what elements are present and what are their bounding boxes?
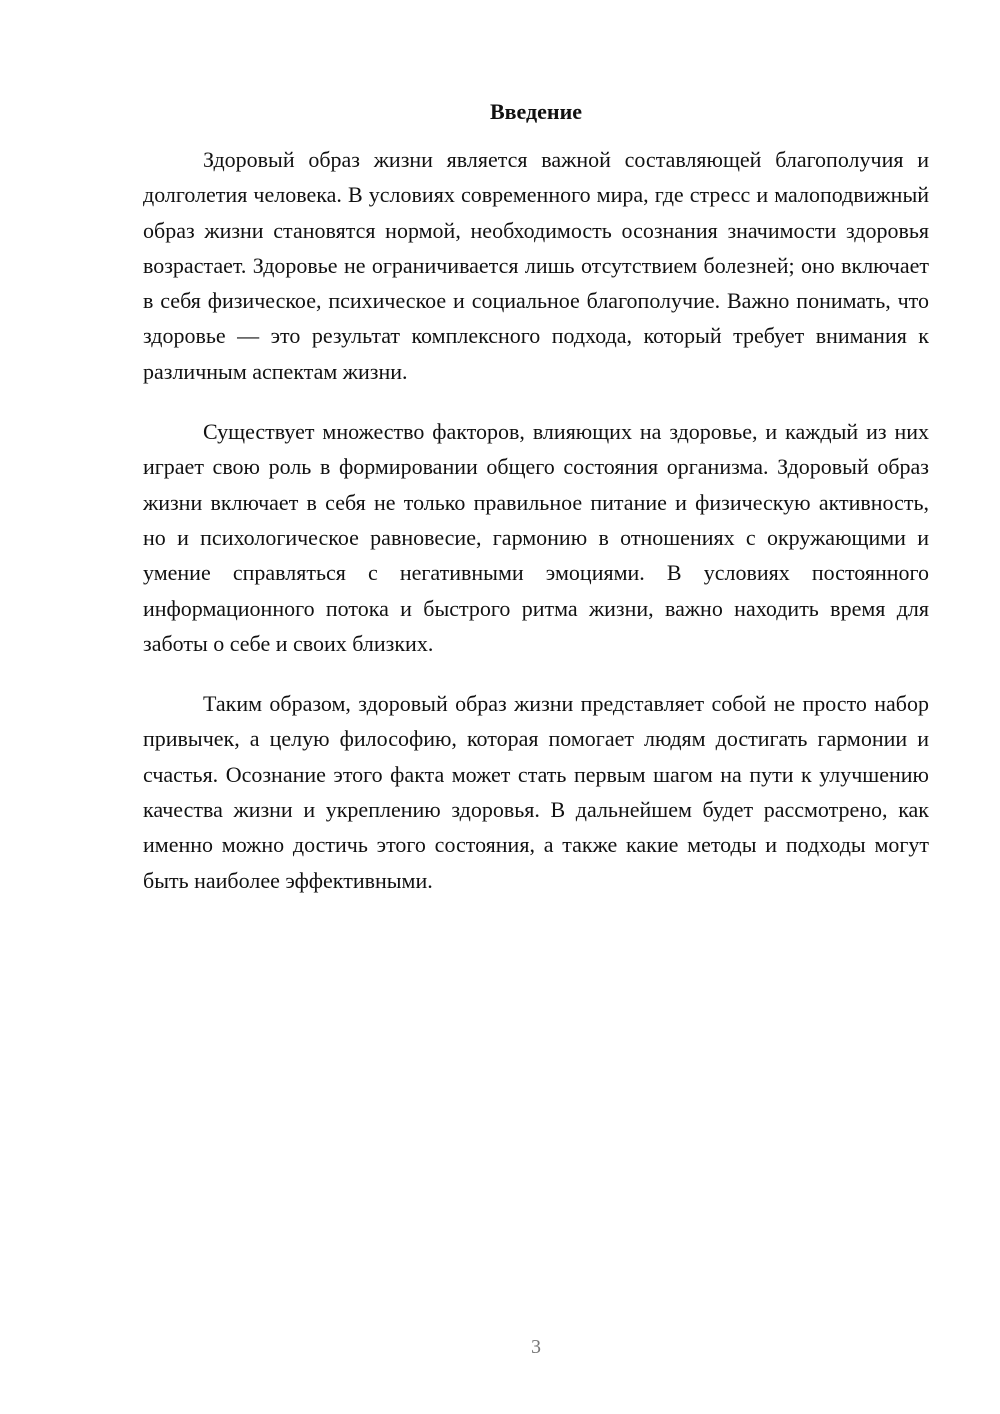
body-text — [143, 142, 929, 923]
paragraph-2: Существует множество факторов, влияющих на здоровье, и каждый из них играет свою роль в формировании общего состояния организма. Здоровый образ жизни включает в себя не только правильное питание и физическую активность, но и психологическое равновесие, гармонию в отношениях с окружающими и умение справляться с негативными эмоциями. В условиях постоянного информационного потока и быстрого ритма жизни, важно находить время для заботы о себе и своих близких. — [143, 419, 929, 656]
paragraph-3: Таким образом, здоровый образ жизни представляет собой не просто набор привычек, а целую философию, которая помогает людям достигать гармонии и счастья. Осознание этого факта может стать первым шагом на пути к улучшению качества жизни и укреплению здоровья. В дальнейшем будет рассмотрено, как именно можно достичь этого состояния, а также какие методы и подходы могут быть наиболее эффективными. — [143, 691, 929, 893]
page-number: 3 — [531, 1336, 541, 1358]
section-title: Введение — [489, 99, 583, 124]
paragraph-1: Здоровый образ жизни является важной составляющей благополучия и долголетия человека. В условиях современного мира, где стресс и малоподвижный образ жизни становятся нормой, необходимость осознания значимости здоровья возрастает. Здоровье не ограничивается лишь отсутствием болезней; оно включает в себя физическое, психическое и социальное благополучие. Важно понимать, что здоровье — это результат комплексного подхода, который требует внимания к различным аспектам жизни. — [143, 147, 929, 384]
